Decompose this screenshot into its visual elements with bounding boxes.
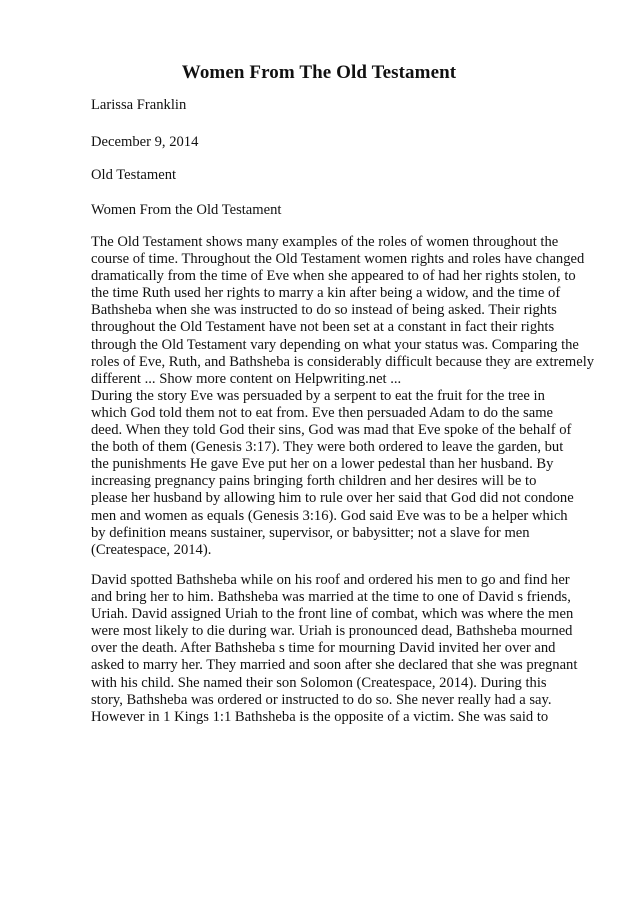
text-line: men and women as equals (Genesis 3:16). God said Eve was to be a helper which <box>91 507 568 524</box>
text-line: (Createspace, 2014). <box>91 541 212 558</box>
text-line: The Old Testament shows many examples of the roles of women throughout the <box>91 234 559 250</box>
text-line: dramatically from the time of Eve when she appeared to of had her rights stolen, to <box>91 268 576 285</box>
course-name: Old Testament <box>91 167 177 183</box>
text-line: roles of Eve, Ruth, and Bathsheba is considerably difficult because they are extremely <box>91 353 595 370</box>
text-line: increasing pregnancy pains bringing forth children and her desires will be to <box>91 473 537 490</box>
text-line: Bathsheba when she was instructed to do so instead of being asked. Their rights <box>91 302 557 319</box>
text-line: different ... Show more content on Helpwriting.net ... <box>91 370 402 387</box>
document-title: Women From The Old Testament <box>181 62 457 83</box>
text-line: by definition means sustainer, supervisor, or babysitter; not a slave for men <box>91 524 530 541</box>
text-line: the both of them (Genesis 3:17). They were both ordered to leave the garden, but <box>91 439 564 456</box>
text-line: David spotted Bathsheba while on his roof and ordered his men to go and find her <box>91 572 570 588</box>
text-line: During the story Eve was persuaded by a serpent to eat the fruit for the tree in <box>91 387 545 404</box>
text-line: story, Bathsheba was ordered or instructed to do so. She never really had a say. <box>91 691 552 708</box>
text-line: course of time. Throughout the Old Testament women rights and roles have changed <box>91 251 585 268</box>
text-line: through the Old Testament vary depending on what your status was. Comparing the <box>91 336 579 353</box>
text-line: were most likely to die during war. Uriah is pronounced dead, Bathsheba mourned <box>91 623 573 640</box>
text-line: However in 1 Kings 1:1 Bathsheba is the opposite of a victim. She was said to <box>91 708 549 725</box>
paragraph-2 <box>91 572 601 726</box>
text-line: Uriah. David assigned Uriah to the front line of combat, which was where the men <box>91 606 574 623</box>
paragraph-1 <box>91 234 601 559</box>
author-name: Larissa Franklin <box>91 97 187 113</box>
document-subtitle: Women From the Old Testament <box>91 202 282 218</box>
text-line: with his child. She named their son Solomon (Createspace, 2014). During this <box>91 674 547 691</box>
document-date: December 9, 2014 <box>91 134 199 150</box>
text-line: throughout the Old Testament have not been set at a constant in fact their rights <box>91 319 555 336</box>
text-line: please her husband by allowing him to rule over her said that God did not condone <box>91 490 574 507</box>
text-line: the punishments He gave Eve put her on a lower pedestal than her husband. By <box>91 456 554 473</box>
text-line: and bring her to him. Bathsheba was married at the time to one of David s friends, <box>91 589 571 606</box>
text-line: over the death. After Bathsheba s time for mourning David invited her over and <box>91 640 556 657</box>
text-line: which God told them not to eat from. Eve then persuaded Adam to do the same <box>91 404 554 421</box>
text-line: the time Ruth used her rights to marry a kin after being a widow, and the time of <box>91 285 561 302</box>
text-line: deed. When they told God their sins, God was mad that Eve spoke of the behalf of <box>91 422 572 439</box>
text-line: asked to marry her. They married and soon after she declared that she was pregnant <box>91 657 578 674</box>
